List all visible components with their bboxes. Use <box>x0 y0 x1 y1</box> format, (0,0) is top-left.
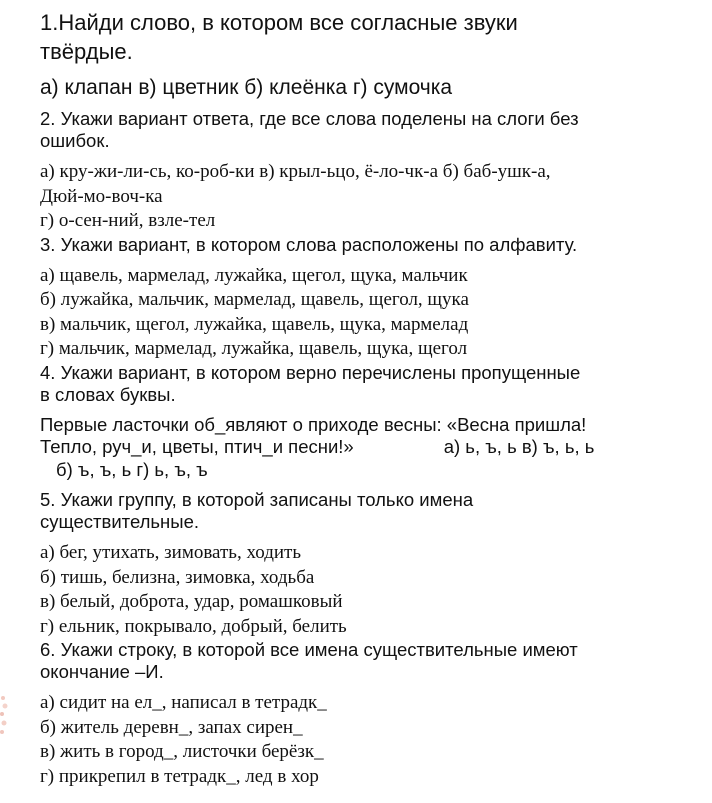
question-2-option-line: а) кру-жи-ли-сь, ко-роб-ки в) крыл-ьцо, ё-ло-чк-а б) баб-ушк-а, <box>40 161 551 182</box>
edge-decoration-icon <box>0 692 10 740</box>
question-4-title-line-1: 4. Укажи вариант, в котором верно перечислены пропущенные <box>40 361 581 383</box>
question-2-title-line-1: 2. Укажи вариант ответа, где все слова поделены на слоги без <box>40 108 579 129</box>
question-6-option-g: г) прикрепил в тетрадк_, лед в хор <box>40 765 319 787</box>
question-5-option-g: г) ельник, покрывало, добрый, белить <box>40 615 347 637</box>
question-4-text-line-1: Первые ласточки об_являют о приходе весны: «Весна пришла! <box>40 413 587 435</box>
question-3-title <box>40 234 706 256</box>
question-3 <box>40 234 706 362</box>
question-4-answers-a-v: а) ь, ъ, ь в) ъ, ь, ь <box>443 436 595 457</box>
question-3-options <box>40 264 706 362</box>
question-5-title <box>40 489 706 533</box>
question-2-option-line: г) о-сен-ний, взле-тел <box>40 210 216 231</box>
question-5 <box>40 489 706 639</box>
worksheet <box>40 8 706 789</box>
question-3-option-g: г) мальчик, мармелад, лужайка, щавель, щука, щегол <box>40 338 468 359</box>
question-4-sentence-end: Тепло, руч_и, цветы, птич_и песни!» <box>40 436 354 457</box>
question-5-title-line-1: 5. Укажи группу, в которой записаны только имена <box>40 489 474 510</box>
question-6 <box>40 639 706 789</box>
question-4-text <box>40 414 706 482</box>
question-2-title-line-2: ошибок. <box>40 130 110 151</box>
question-6-title <box>40 639 706 683</box>
question-4-text-line-2 <box>40 436 706 459</box>
question-3-option-a: а) щавель, мармелад, лужайка, щегол, щука, мальчик <box>40 264 468 286</box>
question-6-option-b: б) житель деревн_, запах сирен_ <box>40 716 303 738</box>
question-3-option-v: в) мальчик, щегол, лужайка, щавель, щука, мармелад <box>40 313 469 335</box>
question-1 <box>40 8 706 102</box>
question-1-title <box>40 8 706 66</box>
question-2 <box>40 108 706 234</box>
question-1-options: а) клапан в) цветник б) клеёнка г) сумочка <box>40 76 453 99</box>
question-6-title-line-1: 6. Укажи строку, в которой все имена существительные имеют <box>40 639 578 660</box>
question-1-title-line-2: твёрдые. <box>40 39 133 64</box>
question-5-title-line-2: существительные. <box>40 511 200 532</box>
question-4-answers-b-g: б) ъ, ъ, ь г) ь, ъ, ъ <box>56 458 208 480</box>
question-1-title-line-1: 1.Найди слово, в котором все согласные звуки <box>40 10 518 35</box>
question-3-option-b: б) лужайка, мальчик, мармелад, щавель, щегол, щука <box>40 289 469 310</box>
question-5-options <box>40 541 706 639</box>
question-6-options <box>40 691 706 789</box>
question-2-title <box>40 108 706 152</box>
question-2-options <box>40 160 706 234</box>
question-6-option-a: а) сидит на ел_, написал в тетрадк_ <box>40 692 327 713</box>
question-4-title <box>40 362 706 406</box>
question-6-option-v: в) жить в город_, листочки берёзк_ <box>40 741 324 762</box>
question-5-option-b: б) тишь, белизна, зимовка, ходьба <box>40 566 315 588</box>
question-5-option-a: а) бег, утихать, зимовать, ходить <box>40 542 301 563</box>
question-2-option-line: Дюй-мо-воч-ка <box>40 185 163 207</box>
question-4-title-line-2: в словах буквы. <box>40 383 176 405</box>
question-4 <box>40 362 706 482</box>
question-3-title-line-1: 3. Укажи вариант, в котором слова расположены по алфавиту. <box>40 233 578 255</box>
question-6-title-line-2: окончание –И. <box>40 661 164 682</box>
question-5-option-v: в) белый, доброта, удар, ромашковый <box>40 591 343 612</box>
